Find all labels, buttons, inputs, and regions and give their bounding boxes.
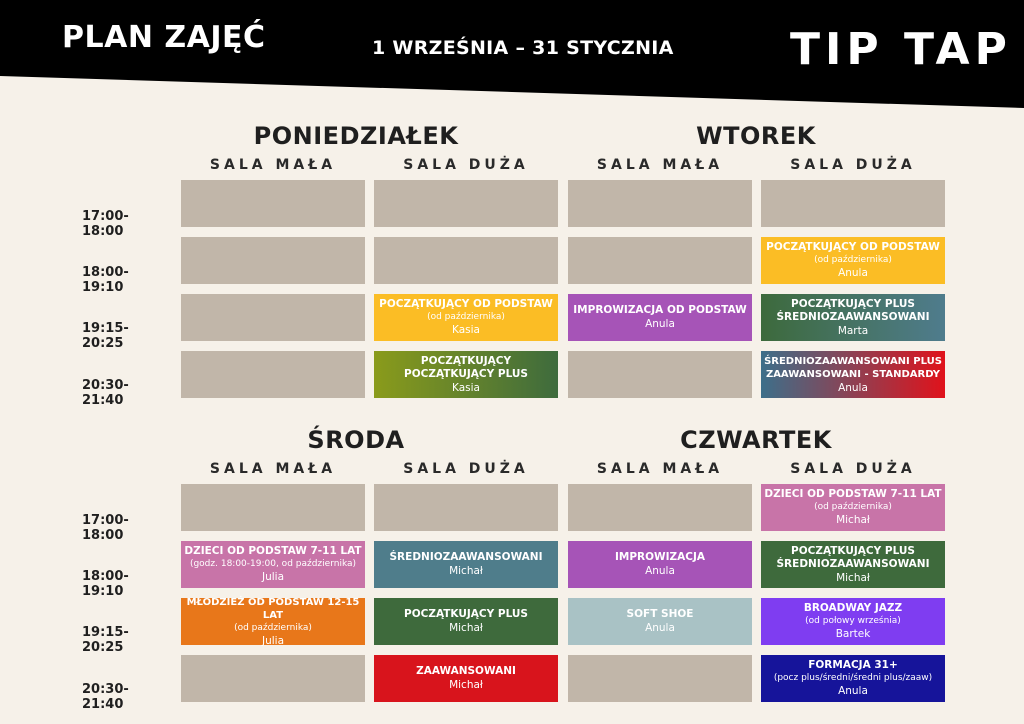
- class-teacher: Anula: [838, 685, 868, 697]
- class-block: [568, 598, 752, 645]
- empty-slot: [568, 484, 752, 531]
- day-heading-tuesday: WTOREK: [696, 122, 816, 150]
- class-name: POCZĄTKUJĄCY PLUS: [791, 297, 915, 310]
- class-name: POCZĄTKUJĄCY OD PODSTAW: [766, 241, 940, 253]
- class-block: [374, 598, 558, 645]
- empty-slot: [181, 180, 365, 227]
- class-name: ŚREDNIOZAAWANSOWANI: [776, 310, 930, 323]
- class-teacher: Anula: [838, 267, 868, 279]
- class-teacher: Kasia: [452, 381, 480, 394]
- class-teacher: Julia: [261, 634, 285, 647]
- class-block: [568, 294, 752, 341]
- time-slot-1: 17:00-18:00: [82, 513, 129, 543]
- class-block: [568, 541, 752, 588]
- empty-slot: [568, 180, 752, 227]
- class-block: [374, 351, 558, 398]
- time-slot-1: 17:00-18:00: [82, 209, 129, 239]
- class-name: POCZĄTKUJĄCY OD PODSTAW: [379, 298, 553, 310]
- tip-tap-logo: TIP TAP: [790, 24, 1012, 75]
- class-name: ŚREDNIOZAAWANSOWANI: [776, 557, 930, 570]
- class-name: ZAAWANSOWANI: [416, 665, 516, 677]
- class-block: [761, 541, 945, 588]
- class-teacher: Kasia: [452, 324, 480, 336]
- class-note: (pocz plus/średni/średni plus/zaaw): [773, 673, 933, 683]
- class-note: (od połowy września): [805, 616, 901, 626]
- class-teacher: Anula: [645, 565, 675, 577]
- empty-slot: [181, 484, 365, 531]
- class-name: POCZĄTKUJĄCY PLUS: [404, 367, 528, 380]
- class-block: [761, 655, 945, 702]
- class-teacher: Michał: [449, 679, 483, 691]
- class-name: IMPROWIZACJA OD PODSTAW: [573, 304, 747, 316]
- time-slot-4: 20:30-21:40: [82, 682, 129, 712]
- day-heading-monday: PONIEDZIAŁEK: [253, 122, 459, 150]
- empty-slot: [374, 180, 558, 227]
- class-name: POCZĄTKUJĄCY: [420, 354, 512, 367]
- class-note: (od października): [427, 312, 505, 322]
- empty-slot: [181, 237, 365, 284]
- class-name: ŚREDNIOZAAWANSOWANI: [389, 551, 543, 563]
- empty-slot: [568, 237, 752, 284]
- class-block: [761, 598, 945, 645]
- class-note: (od października): [814, 502, 892, 512]
- class-teacher: Marta: [837, 324, 869, 337]
- room-label-large: SALA DUŻA: [790, 461, 916, 477]
- class-teacher: Anula: [838, 381, 868, 394]
- class-block: [761, 237, 945, 284]
- time-slot-2: 18:00-19:10: [82, 569, 129, 599]
- class-name: FORMACJA 31+: [808, 659, 898, 671]
- room-label-small: SALA MAŁA: [209, 157, 337, 173]
- class-teacher: Michał: [836, 514, 870, 526]
- page-title: PLAN ZAJĘĆ: [62, 20, 266, 55]
- class-block: [374, 541, 558, 588]
- empty-slot: [568, 351, 752, 398]
- room-label-small: SALA MAŁA: [596, 461, 724, 477]
- room-label-small: SALA MAŁA: [209, 461, 337, 477]
- class-note: (od października): [234, 622, 312, 633]
- class-name: DZIECI OD PODSTAW 7-11 LAT: [764, 488, 942, 500]
- class-teacher: Michał: [449, 622, 483, 634]
- room-label-large: SALA DUŻA: [403, 461, 529, 477]
- class-teacher: Bartek: [835, 628, 871, 640]
- class-note: (godz. 18:00-19:00, od października): [189, 559, 357, 569]
- class-name: IMPROWIZACJA: [614, 551, 706, 563]
- class-name: MŁODZIEŻ OD PODSTAW 12-15 LAT: [186, 596, 360, 621]
- empty-slot: [374, 237, 558, 284]
- class-name: BROADWAY JAZZ: [803, 602, 903, 614]
- empty-slot: [181, 655, 365, 702]
- room-label-large: SALA DUŻA: [790, 157, 916, 173]
- empty-slot: [374, 484, 558, 531]
- date-range: 1 WRZEŚNIA – 31 STYCZNIA: [372, 37, 674, 59]
- class-teacher: Julia: [261, 571, 285, 583]
- class-block: [761, 351, 945, 398]
- empty-slot: [181, 351, 365, 398]
- class-name: DZIECI OD PODSTAW 7-11 LAT: [184, 545, 362, 557]
- class-teacher: Anula: [645, 622, 675, 634]
- class-name: ŚREDNIOZAAWANSOWANI PLUS: [764, 355, 942, 367]
- empty-slot: [761, 180, 945, 227]
- class-name: POCZĄTKUJĄCY PLUS: [791, 544, 915, 557]
- time-slot-3: 19:15-20:25: [82, 625, 129, 655]
- class-note: (od października): [814, 255, 892, 265]
- class-teacher: Anula: [645, 318, 675, 330]
- time-slot-3: 19:15-20:25: [82, 321, 129, 351]
- room-label-large: SALA DUŻA: [403, 157, 529, 173]
- class-block: [761, 484, 945, 531]
- room-label-small: SALA MAŁA: [596, 157, 724, 173]
- class-teacher: Michał: [836, 571, 870, 584]
- class-name: POCZĄTKUJĄCY PLUS: [404, 608, 528, 620]
- time-slot-2: 18:00-19:10: [82, 265, 129, 295]
- class-block: [374, 294, 558, 341]
- day-heading-thursday: CZWARTEK: [680, 426, 832, 454]
- empty-slot: [568, 655, 752, 702]
- class-block: [181, 598, 365, 645]
- class-teacher: Michał: [449, 565, 483, 577]
- day-heading-wednesday: ŚRODA: [307, 426, 405, 454]
- class-name: SOFT SHOE: [626, 608, 694, 620]
- class-name: ZAAWANSOWANI - STANDARDY: [765, 368, 941, 380]
- class-block: [374, 655, 558, 702]
- empty-slot: [181, 294, 365, 341]
- class-block: [181, 541, 365, 588]
- time-slot-4: 20:30-21:40: [82, 378, 129, 408]
- class-block: [761, 294, 945, 341]
